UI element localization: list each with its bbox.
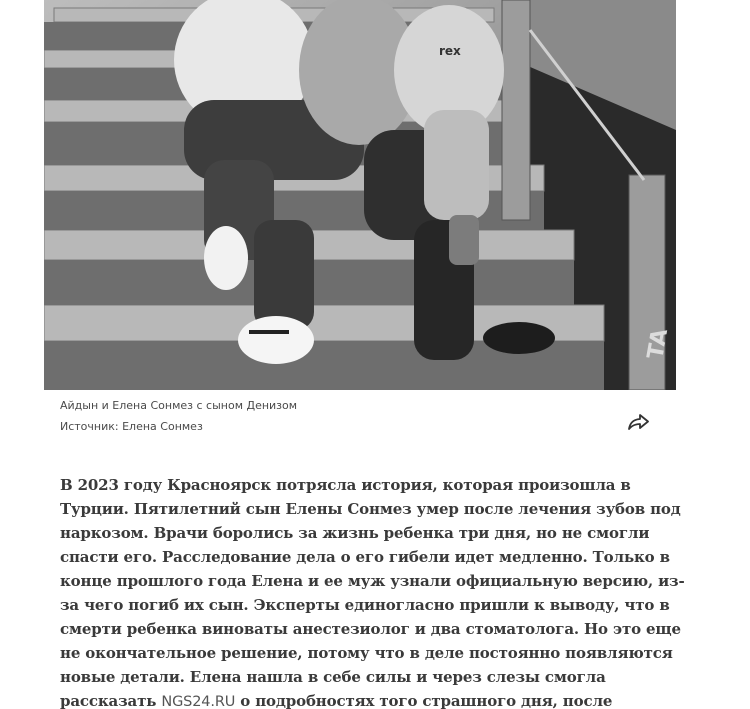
article-line: смерти ребенка виноваты анестезиолог и два стоматолога. Но это еще <box>60 620 681 638</box>
article-line: новые детали. Елена нашла в себе силы и через слезы смогла <box>60 668 606 686</box>
article-line: наркозом. Врачи боролись за жизнь ребенка три дня, но не смогли <box>60 524 650 542</box>
article-line: конце прошлого года Елена и ее муж узнали официальную версию, из- <box>60 572 685 590</box>
article-line-last <box>60 689 660 709</box>
article-line: спасти его. Расследование дела о его гибели идет медленно. Только в <box>60 548 670 566</box>
share-button[interactable] <box>627 412 651 432</box>
article-body <box>60 473 685 709</box>
ngs24-link[interactable]: NGS24.RU <box>161 694 236 709</box>
article-line: не окончательное решение, потому что в деле постоянно появляются <box>60 644 673 662</box>
article-line: В 2023 году Красноярск потрясла история, которая произошла в <box>60 476 631 494</box>
article-line: Турции. Пятилетний сын Елены Сонмез умер после лечения зубов под <box>60 500 681 518</box>
photo-source: Источник: Елена Сонмез <box>60 420 203 433</box>
family-on-stairs-photo <box>44 0 676 390</box>
share-icon <box>627 412 651 432</box>
svg-text:rex: rex <box>439 44 461 58</box>
article-line: за чего погиб их сын. Эксперты единогласно пришли к выводу, что в <box>60 596 670 614</box>
article-text: о подробностях того страшного дня, после <box>240 692 613 709</box>
photo-caption: Айдын и Елена Сонмез с сыном Денизом <box>60 399 298 412</box>
article-photo <box>44 0 676 390</box>
svg-text:TA: TA <box>643 326 674 362</box>
article-text: рассказать <box>60 692 157 709</box>
